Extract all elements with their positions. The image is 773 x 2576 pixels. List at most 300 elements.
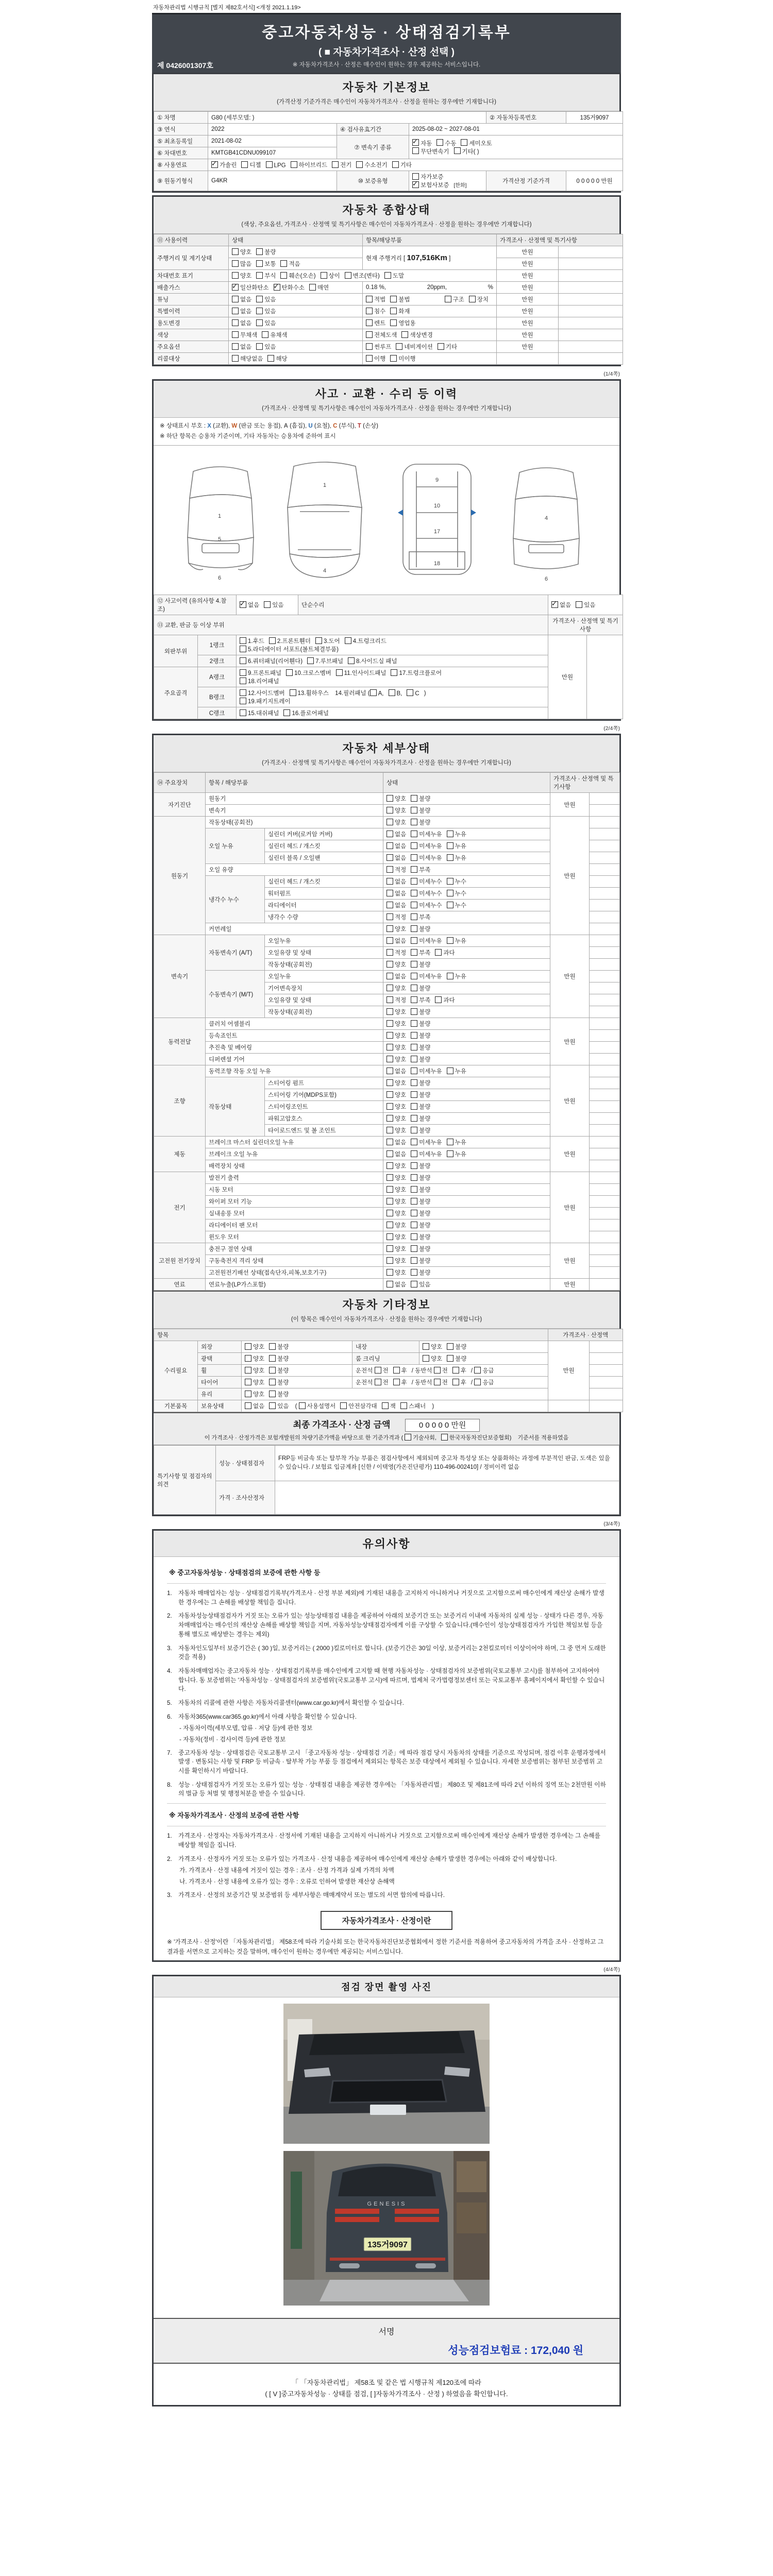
checkbox[interactable] (392, 161, 399, 168)
checkbox[interactable] (474, 1379, 481, 1385)
checkbox[interactable] (386, 902, 393, 908)
checkbox[interactable] (386, 1210, 393, 1216)
option-1 (386, 794, 406, 803)
option-2 (411, 1209, 430, 1217)
checkbox[interactable] (452, 1379, 459, 1385)
notice-item: 자동차 매매업자는 성능 · 상태점검기록부(가격조사 · 산정 부분 제외)에 기재된 내용을 고지하지 아니하거나 거짓으로 고지함으로써 매수인에게 재산상 손해가 발생한 경우에는 그 손해를 배상할 책임을 집니다. (178, 1589, 604, 1606)
option-label: 화재 (398, 309, 410, 315)
checkbox[interactable] (245, 1379, 251, 1385)
checkbox[interactable] (411, 1186, 417, 1193)
option-label: 스패너 (408, 1403, 426, 1410)
checkbox[interactable] (447, 1139, 453, 1145)
checkbox[interactable] (240, 669, 246, 676)
option-1 (386, 1197, 406, 1206)
confirmation-footer (154, 2364, 619, 2405)
option-2 (267, 354, 287, 363)
checkbox[interactable] (269, 1402, 276, 1409)
checkbox[interactable] (412, 139, 419, 146)
item-label: 디퍼렌셜 기어 (206, 1054, 383, 1065)
checkbox[interactable] (447, 1355, 453, 1362)
checkbox[interactable] (386, 1115, 393, 1122)
photo-license-plate: 135거9097 (367, 2240, 408, 2249)
checkbox[interactable] (412, 173, 419, 180)
checkbox[interactable] (390, 319, 397, 326)
checkbox[interactable] (291, 161, 297, 168)
checkbox[interactable] (386, 1150, 393, 1157)
checkbox[interactable] (386, 961, 393, 968)
checkbox[interactable] (411, 866, 417, 873)
option-label: 도말 (392, 273, 405, 279)
option-3 (447, 830, 466, 838)
option-label: 미세누수 (419, 879, 442, 886)
checkbox[interactable] (309, 284, 316, 291)
state-options (242, 1377, 352, 1388)
checkbox[interactable] (267, 355, 274, 362)
checkbox[interactable] (315, 637, 322, 644)
checkbox[interactable] (245, 1391, 251, 1397)
state-options (383, 793, 550, 805)
option-3 (447, 937, 466, 945)
checkbox[interactable] (386, 1020, 393, 1027)
code-c: C (333, 423, 338, 429)
checkbox[interactable] (370, 689, 377, 696)
checkbox[interactable] (447, 842, 453, 849)
checkbox[interactable] (256, 260, 263, 267)
option-label: 양호 (395, 926, 407, 933)
checkbox[interactable] (386, 1186, 393, 1193)
option-label: 응급 (482, 1380, 494, 1386)
option-1 (386, 1162, 406, 1170)
checkbox[interactable] (386, 890, 393, 896)
checkbox[interactable] (386, 985, 393, 991)
checkbox[interactable] (386, 878, 393, 885)
checkbox[interactable] (269, 1391, 276, 1397)
checkbox[interactable] (386, 949, 393, 956)
checkbox[interactable] (245, 1343, 251, 1350)
checkbox[interactable] (447, 878, 453, 885)
field-value-vin: KMTGB41CDNU099107 (208, 147, 337, 159)
checkbox[interactable] (240, 709, 246, 716)
option-label: 디젤 (249, 162, 261, 168)
option-label: 전체도색 (374, 332, 397, 338)
checkbox[interactable] (411, 842, 417, 849)
sub-steer-work: 작동상태 (206, 1077, 265, 1137)
checkbox[interactable] (269, 1343, 276, 1350)
checkbox[interactable] (232, 260, 239, 267)
checkbox[interactable] (386, 937, 393, 944)
checkbox[interactable] (411, 1020, 417, 1027)
checkbox[interactable] (474, 1367, 481, 1374)
checkbox[interactable] (256, 248, 263, 255)
checkbox[interactable] (240, 657, 246, 664)
checkbox[interactable] (386, 1269, 393, 1276)
checkbox[interactable] (375, 1379, 381, 1385)
checkbox[interactable] (386, 1032, 393, 1039)
option-1 (386, 818, 406, 826)
checkbox[interactable] (307, 657, 314, 664)
checkbox[interactable] (375, 1367, 381, 1374)
checkbox[interactable] (423, 1343, 429, 1350)
checkbox[interactable] (269, 1355, 276, 1362)
checkbox[interactable] (290, 689, 296, 696)
checkbox[interactable] (447, 854, 453, 861)
checkbox[interactable] (340, 1402, 347, 1409)
checkbox[interactable] (411, 1139, 417, 1145)
checkbox[interactable] (411, 1127, 417, 1133)
checkbox[interactable] (434, 1379, 441, 1385)
checkbox[interactable] (386, 1127, 393, 1133)
checkbox[interactable] (386, 1067, 393, 1074)
checkbox[interactable] (269, 637, 276, 644)
checkbox[interactable] (438, 343, 444, 350)
checkbox[interactable] (366, 296, 373, 302)
checkbox[interactable] (411, 1103, 417, 1110)
state-options (383, 1042, 550, 1054)
option-label: 해당없음 (240, 356, 263, 362)
etc-glass-label: 유리 (198, 1388, 242, 1400)
checkbox[interactable] (576, 601, 582, 608)
checkbox[interactable] (386, 1044, 393, 1050)
price-cell: 만원 (550, 1065, 590, 1137)
photo-section (152, 1975, 621, 2406)
checkbox[interactable] (411, 949, 417, 956)
checkbox[interactable] (411, 1162, 417, 1169)
checkbox[interactable] (411, 795, 417, 802)
checkbox[interactable] (232, 308, 239, 314)
checkbox[interactable] (240, 637, 246, 644)
checkbox[interactable] (240, 601, 246, 608)
row-recall-label: 리콜대상 (154, 353, 229, 365)
checkbox[interactable] (241, 161, 248, 168)
inspection-photo-front (283, 2004, 490, 2144)
checkbox[interactable] (266, 161, 273, 168)
checkbox[interactable] (411, 890, 417, 896)
checkbox[interactable] (411, 1056, 417, 1062)
checkbox[interactable] (461, 139, 467, 146)
checkbox[interactable] (447, 831, 453, 837)
checkbox[interactable] (366, 319, 373, 326)
checkbox[interactable] (447, 902, 453, 908)
checkbox[interactable] (245, 1402, 251, 1409)
checkbox[interactable] (386, 925, 393, 932)
option-1 (386, 1126, 406, 1134)
etc-polish-label: 광택 (198, 1353, 242, 1365)
exchange-price-header: 가격조사 · 산정액 및 특기사항 (548, 615, 623, 635)
checkbox[interactable] (411, 913, 417, 920)
option-label: 불량 (419, 820, 431, 826)
document-subtitle-note: ※ 자동차가격조사 · 산정은 매수인이 원하는 경우 제공하는 서비스입니다. (292, 62, 481, 68)
checkbox[interactable] (386, 1198, 393, 1205)
checkbox[interactable] (386, 842, 393, 849)
checkbox[interactable] (256, 272, 263, 279)
option-1 (232, 295, 251, 303)
checkbox[interactable] (386, 819, 393, 825)
checkbox[interactable] (386, 795, 393, 802)
checkbox[interactable] (382, 1402, 389, 1409)
checkbox[interactable] (345, 637, 351, 644)
option-label: 전 (442, 1380, 448, 1386)
option-2 (411, 960, 430, 969)
checkbox[interactable] (240, 689, 246, 696)
checkbox[interactable] (280, 260, 287, 267)
checkbox[interactable] (435, 996, 442, 1003)
checkbox[interactable] (386, 866, 393, 873)
checkbox[interactable] (400, 1402, 407, 1409)
checkbox[interactable] (386, 973, 393, 979)
checkbox[interactable] (386, 807, 393, 814)
checkbox[interactable] (386, 1162, 393, 1169)
checkbox[interactable] (391, 669, 397, 676)
checkbox[interactable] (366, 331, 373, 338)
checkbox[interactable] (393, 1367, 400, 1374)
state-options (383, 1148, 550, 1160)
checkbox[interactable] (411, 961, 417, 968)
checkbox[interactable] (447, 973, 453, 979)
final-price-note: 이 가격조사 · 산정가격은 보험개발원의 차량기준가액을 바탕으로 한 기준가격과 ( 기술사회, 한국자동차진단보증협회) 기준서를 적용하였음 (154, 1433, 619, 1442)
overall-table (154, 234, 623, 365)
checkbox[interactable] (345, 272, 351, 279)
checkbox[interactable] (211, 161, 218, 168)
option-1 (423, 1354, 442, 1363)
checkbox[interactable] (366, 308, 373, 314)
notice-body: ※ 중고자동차성능 · 상태점검의 보증에 관한 사항 등 1. 자동차 매매업자는 성능 · 상태점검기록부(가격조사 · 산정 부분 제외)에 기재된 내용을 고지하지 아니하거나 거짓으로 고지함으로써 매수인에게 재산상 손해가 발생한 경우에는 그 손해를 배상할 책임을 집니다. 2. 자동차성능상태점검자가 거짓 또는 오류가 있는 성능상태점검 내용을 제공하여 아래의 보증기간 또는 보증거리 이내에 자동차의 실제 성능 · 상태가 다른 경우, 자동차매매업자는 매수인의 재산상 손해를 배상할 책임을 지며, 자동차성능상태점검자에게 이를 구상할 수 있습니다.(매수인이 성능상태점검자가 가입한 책임보험 등을 통해 별도로 배상받는 경우는 제외) 3. 자동차인도일부터 보증기간은 ( 30 )일, 보증거리는 ( 2000 )킬로미터로 합니다. (보증기간은 30일 이상, 보증거리는 2천킬로미터 이상이어야 하며, 그 중 먼저 도래한 것을 적용) 4. 자동차매매업자는 중고자동차 성능 · 상태점검기록부를 매수인에게 고지할 때 현행 자동차성능 · 상태점검자의 보증범위(국토교통부 고시)를 첨부하여 고지하여야 합니다. 동 보증범위는 '자동차성능 · 상태점검자의 보증범위'(국토교통부 고시)에 따르며, 법제처 국가법령정보센터 또는 국토교통부 홈페이지에서 확인할 수 있습니다. 5. 자동차의 리콜에 관한 사항은 자동차리콜센터(www.car.go.kr)에서 확인할 수 있습니다. 6. 자동차365(www.car365.go.kr)에서 아래 사항을 확인할 수 있습니다. - 자동차이력(세부모델, 압류 · 저당 등)에 관한 정보 - 자동차(정비 · 검사이력 등)에 관한 정보 7. 중고자동차 성능 · 상태점검은 국토교통부 고시 「중고자동차 성능 · 상태점검 기준」에 따라 점검 당시 자동차의 상태를 기준으로 작성되며, 점검 이후 운행과정에서 발생 · 변동되는 사항 및 FRP 등 비금속 · 탈부착 가능 부품 등 점검에서 제외되는 항목은 보증 대상에서 제외될 수 있습니다. 자세한 보증범위는 첨부된 보증범위 고시를 확인하시기 바랍니다. 8. 성능 · 상태점검자가 거짓 또는 오류가 있는 성능 · 상태점검 내용을 제공한 경우에는 「자동차관리법」 제80조 및 제81조에 따라 2년 이하의 징역 또는 2천만원 이하의 벌금 등 처벌 및 행정처분을 받을 수 있습니다. ※ 자동차가격조사 · 산정의 보증에 관한 사항 1. 가격조사 · 산정자는 자동차가격조사 · 산정서에 기재된 내용을 고지하지 아니하거나 거짓으로 고지함으로써 매수인에게 재산상 손해가 발생한 경우에는 그 손해를 배상할 책임을 집니다. 2. 가격조사 · 산정자가 거짓 또는 오류가 있는 가격조사 · 산정 내용을 제공하여 매수인에게 재산상 손해가 발생한 경우에는 아래와 같이 배상합니다. 가. 가격조사 · 산정 내용에 거짓이 있는 경우 : 조사 · 산정 가격과 실제 가격의 차액 나. 가격조사 · 산정 내용에 오류가 있는 경우 : 오류로 인하여 발생한 재산상 손해액 3. 가격조사 · 산정의 보증기간 및 보증범위 등 세부사항은 매매계약서 또는 별도의 서면 합의에 따릅니다. 자동차가격조사 · 산정이란 ※ '가격조사 · 산정'이란 「자동차관리법」 제58조에 따라 기술사회 또는 한국자동차진단보증협회에서 정한 기준서를 적용하여 중고자동차의 가격을 조사 · 산정하고 그 결과를 서면으로 고지하는 것을 말하며, 매수인이 원하는 경우에만 제공되는 서비스입니다. (154, 1557, 619, 1960)
checkbox[interactable] (232, 331, 239, 338)
checkbox[interactable] (386, 1008, 393, 1015)
checkbox[interactable] (366, 355, 373, 362)
checkbox[interactable] (336, 669, 343, 676)
checkbox[interactable] (441, 1434, 448, 1440)
checkbox[interactable] (321, 272, 327, 279)
checkbox[interactable] (386, 1091, 393, 1098)
field-value-first-reg: 2021-08-02 (208, 135, 337, 147)
option-2 (411, 1150, 442, 1158)
checkbox[interactable] (411, 1008, 417, 1015)
option-label: 양호 (395, 808, 407, 815)
device-fuel: 연료 (154, 1279, 206, 1291)
notice-subitem: - 자동차(정비 · 검사이력 등)에 관한 정보 (179, 1736, 286, 1743)
rankC-options (237, 707, 548, 719)
option-label: 양호 (253, 1368, 265, 1375)
item-label: 냉각수 수량 (265, 911, 383, 923)
checkbox[interactable] (447, 1150, 453, 1157)
checkbox[interactable] (411, 937, 417, 944)
checkbox[interactable] (411, 878, 417, 885)
checkbox[interactable] (411, 973, 417, 979)
checkbox[interactable] (411, 1150, 417, 1157)
checkbox[interactable] (469, 296, 476, 302)
checkbox[interactable] (256, 308, 263, 314)
checkbox[interactable] (286, 669, 293, 676)
option-1 (434, 1378, 448, 1386)
price-survey-box-text: ※ '가격조사 · 산정'이란 「자동차관리법」 제58조에 따라 기술사회 또는 한국자동차진단보증협회에서 정한 기준서를 적용하여 중고자동차의 가격을 조사 · 산정하고 그 결과를 서면으로 고지하는 것을 말하며, 매수인이 원하는 경우에만 제공되는 서비스입니다. (167, 1938, 604, 1955)
checkbox[interactable] (411, 1210, 417, 1216)
checkbox[interactable] (389, 689, 395, 696)
car-diagrams (154, 446, 619, 595)
checkbox[interactable] (386, 1079, 393, 1086)
checkbox[interactable] (423, 1355, 429, 1362)
option-6 (356, 161, 387, 169)
checkbox[interactable] (411, 1079, 417, 1086)
option-yn-options (229, 341, 363, 353)
checkbox[interactable] (436, 139, 443, 146)
rank2-options (237, 655, 548, 667)
checkbox[interactable] (411, 1198, 417, 1205)
checkbox[interactable] (411, 1067, 417, 1074)
checkbox[interactable] (386, 831, 393, 837)
checkbox[interactable] (366, 343, 373, 350)
state-options (383, 1208, 550, 1219)
checkbox[interactable] (240, 646, 246, 652)
checkbox[interactable] (245, 1355, 251, 1362)
checkbox[interactable] (390, 296, 397, 302)
item-label: 파워고압호스 (265, 1113, 383, 1125)
checkbox[interactable] (411, 985, 417, 991)
option-label: 누유 (455, 1140, 466, 1146)
checkbox[interactable] (411, 1281, 417, 1287)
checkbox[interactable] (445, 296, 451, 302)
checkbox[interactable] (262, 331, 268, 338)
option-label: 후 (401, 1368, 407, 1375)
checkbox[interactable] (411, 831, 417, 837)
checkbox[interactable] (384, 272, 391, 279)
tire-positions: 운전석 전 후 / 동반석 전 후 / 응급 (352, 1377, 548, 1388)
checkbox[interactable] (390, 355, 397, 362)
checkbox[interactable] (454, 147, 461, 154)
checkbox[interactable] (269, 1367, 276, 1374)
svg-text:GENESIS: GENESIS (367, 2200, 407, 2207)
option-1 (386, 1008, 406, 1016)
checkbox[interactable] (386, 1281, 393, 1287)
checkbox[interactable] (447, 890, 453, 896)
option-1 (386, 1150, 406, 1158)
checkbox[interactable] (411, 996, 417, 1003)
checkbox[interactable] (411, 1257, 417, 1264)
checkbox[interactable] (283, 709, 290, 716)
option-1 (240, 709, 279, 717)
checkbox[interactable] (280, 272, 287, 279)
checkbox[interactable] (407, 689, 413, 696)
checkbox[interactable] (348, 657, 355, 664)
option-2 (390, 307, 410, 315)
checkbox[interactable] (411, 1245, 417, 1252)
checkbox[interactable] (411, 1222, 417, 1228)
checkbox[interactable] (232, 248, 239, 255)
checkbox[interactable] (386, 1139, 393, 1145)
option-3 (315, 637, 340, 645)
option-label: 양호 (395, 1128, 407, 1134)
checkbox[interactable] (411, 1115, 417, 1122)
option-label: 불량 (419, 1021, 431, 1028)
checkbox[interactable] (269, 1379, 276, 1385)
option-label: 전 (442, 1368, 448, 1375)
checkbox[interactable] (411, 1269, 417, 1276)
checkbox[interactable] (299, 1402, 306, 1409)
checkbox[interactable] (274, 284, 280, 291)
checkbox[interactable] (256, 296, 263, 302)
option-1 (245, 1378, 264, 1386)
checkbox[interactable] (452, 1367, 459, 1374)
checkbox[interactable] (393, 1379, 400, 1385)
checkbox[interactable] (232, 272, 239, 279)
checkbox[interactable] (332, 161, 339, 168)
item-label: 실린더 헤드 / 개스킷 (265, 876, 383, 888)
checkbox[interactable] (356, 161, 363, 168)
checkbox[interactable] (245, 1367, 251, 1374)
option-label: 수소전기 (364, 162, 388, 168)
checkbox[interactable] (232, 296, 239, 302)
option-label: 15.대쉬패널 (248, 710, 279, 717)
checkbox[interactable] (447, 1067, 453, 1074)
checkbox[interactable] (232, 343, 239, 350)
checkbox[interactable] (411, 902, 417, 908)
option-label: 양호 (253, 1392, 265, 1398)
option-label: 불량 (419, 808, 431, 815)
checkbox[interactable] (386, 1233, 393, 1240)
checkbox[interactable] (386, 1245, 393, 1252)
checkbox[interactable] (405, 1434, 411, 1440)
option-4 (321, 272, 340, 280)
checkbox[interactable] (551, 601, 558, 608)
checkbox[interactable] (411, 819, 417, 825)
option-3 (447, 877, 466, 886)
option-label: 양호 (395, 1246, 407, 1253)
checkbox[interactable] (386, 854, 393, 861)
checkbox[interactable] (411, 1091, 417, 1098)
checkbox[interactable] (412, 181, 419, 188)
checkbox[interactable] (411, 1032, 417, 1039)
checkbox[interactable] (232, 319, 239, 326)
option-label: 적정 (395, 867, 407, 874)
checkbox[interactable] (411, 854, 417, 861)
inspection-photo-rear (283, 2151, 490, 2306)
checkbox[interactable] (411, 1044, 417, 1050)
option-3 (461, 139, 492, 147)
checkbox[interactable] (386, 1103, 393, 1110)
checkbox[interactable] (396, 343, 402, 350)
checkbox[interactable] (411, 925, 417, 932)
checkbox[interactable] (256, 319, 263, 326)
checkbox[interactable] (411, 1233, 417, 1240)
option-label: 양호 (240, 249, 252, 256)
checkbox[interactable] (390, 308, 397, 314)
checkbox[interactable] (435, 949, 442, 956)
checkbox[interactable] (240, 677, 246, 684)
checkbox[interactable] (232, 355, 239, 362)
checkbox[interactable] (264, 601, 271, 608)
checkbox[interactable] (386, 1056, 393, 1062)
checkbox[interactable] (411, 1174, 417, 1181)
option-3 (266, 161, 286, 169)
option-2 (256, 343, 276, 351)
checkbox[interactable] (240, 698, 246, 704)
checkbox[interactable] (232, 284, 239, 291)
checkbox[interactable] (411, 807, 417, 814)
checkbox[interactable] (386, 1222, 393, 1228)
checkbox[interactable] (447, 937, 453, 944)
option-label: 불량 (419, 1104, 431, 1111)
checkbox[interactable] (434, 1367, 441, 1374)
checkbox[interactable] (256, 343, 263, 350)
checkbox[interactable] (412, 147, 419, 154)
checkbox[interactable] (386, 913, 393, 920)
checkbox[interactable] (401, 331, 408, 338)
notice-subitem: 나. 가격조사 · 산정 내용에 오류가 있는 경우 : 오류로 인하여 발생한 재산상 손해액 (179, 1877, 395, 1885)
checkbox[interactable] (447, 1343, 453, 1350)
checkbox[interactable] (386, 1257, 393, 1264)
checkbox[interactable] (386, 1174, 393, 1181)
accident-note: (가격조사 · 산정액 및 특기사항은 매수인이 자동차가격조사 · 산정을 원하는 경우에만 기재합니다) (262, 405, 511, 412)
checkbox[interactable] (386, 996, 393, 1003)
